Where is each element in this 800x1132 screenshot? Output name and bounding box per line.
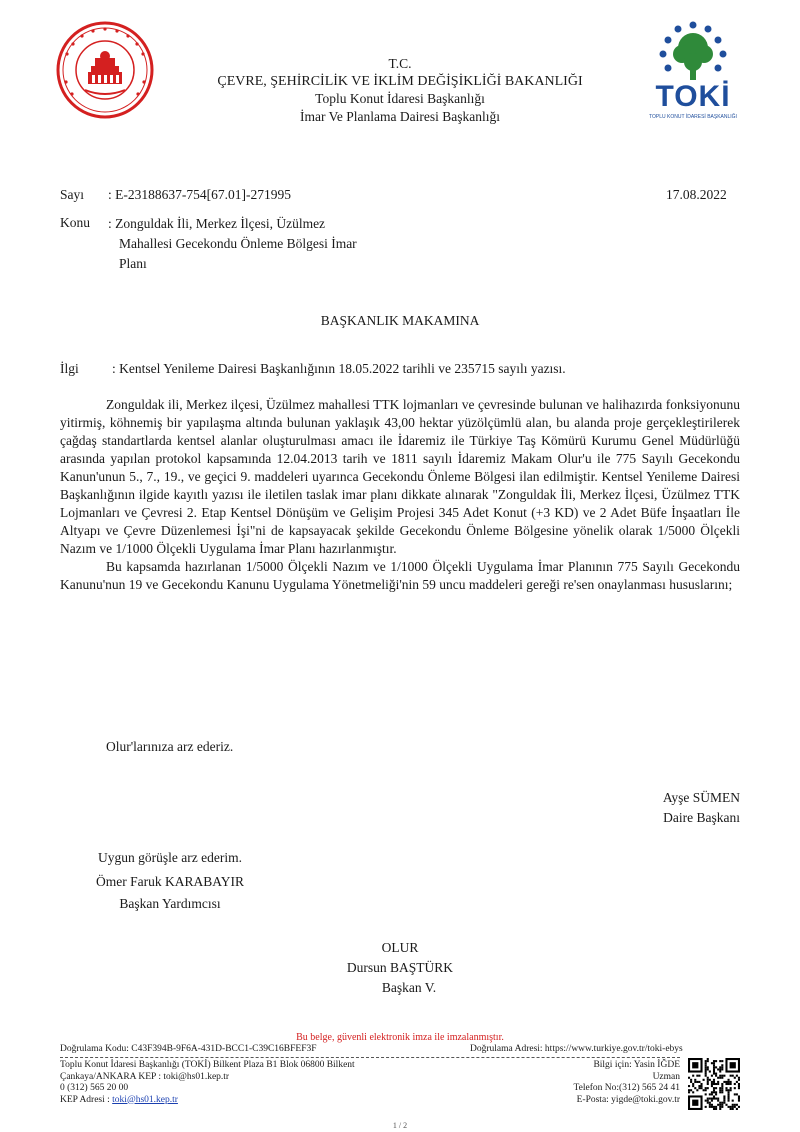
document-date: 17.08.2022 [666, 187, 727, 202]
address-line-2: Çankaya/ANKARA KEP : toki@hs01.kep.tr [60, 1071, 230, 1082]
signer-2-title: Başkan Yardımcısı [119, 896, 221, 911]
signer-1-name: Ayşe SÜMEN [662, 790, 740, 805]
ministry-seal-logo [55, 20, 155, 120]
signature-block-1 [663, 788, 740, 828]
toki-logo-text: TOKİ [655, 80, 731, 113]
ilgi-label: İlgi [60, 361, 79, 376]
footer-address [60, 1060, 355, 1106]
header-toki: Toplu Konut İdaresi Başkanlığı [315, 91, 485, 106]
header-ministry: ÇEVRE, ŞEHİRCİLİK VE İKLİM DEĞİŞİKLİĞİ BAKANLIĞI [217, 73, 583, 89]
body-paragraph-2: Bu kapsamda hazırlanan 1/5000 Ölçekli Nazım ve 1/1000 Ölçekli Uygulama İmar Planının 775 Sayılı Gecekondu Kanunu'nun 19 ve Gecekondu Kanunu Uygulama Yönetmeliği'nin 59 uncu maddeleri gereği re'sen onaylanması hususlarını; [60, 559, 740, 592]
body-paragraph-1: Zonguldak ili, Merkez ilçesi, Üzülmez mahallesi TTK lojmanları ve çevresinde bulunan ve halihazırda fonksiyonunu yitirmiş, köhnemiş bir yapılaşma altında bulunan yaklaşık 43,00 hektar yüzölçümlü alan, bu alanda proje gerçekleştirilerek çağdaş standartlarda kentsel alanlar oluşturulması amacı ile İdaremiz ile Türkiye Taş Kömürü Kurumu Genel Müdürlüğü arasında yapılan protokol kapsamında 12.04.2013 tarih ve 1811 sayılı İdaremiz Makam Olur'u ile 775 Sayılı Gecekondu Kanun'unun 5., 7., 19., ve geçici 9. maddeleri uyarınca Gecekondu Önleme Bölgesi ilan edilmiştir. Kentsel Yenileme Dairesi Başkanlığının ilgide kayıtlı yazısı ile iletilen taslak imar planı dikkate alınarak "Zonguldak İli, Merkez İlçesi, Üzülmez TTK Lojmanları ve Çevresi 2. Etap Kentsel Dönüşüm ve Gelişim Projesi 345 Adet Konut (+3 KD) ve 2 Adet Büfe İnşaatları İle Altyapı ve Çevre Düzenlemesi İşi"ni de kapsayacak şekilde Gecekondu Önleme Bölgesine yönelik olarak 1/5000 Ölçekli Nazım ve 1/1000 Ölçekli Uygulama İmar Planı hazırlanmıştır. [60, 397, 740, 556]
contact-title: Uzman [652, 1071, 680, 1082]
kep-line [60, 1095, 355, 1107]
qr-code-icon [688, 1058, 740, 1110]
signer-2-intro: Uygun görüşle arz ederim. [98, 850, 242, 865]
header-department: İmar Ve Planlama Dairesi Başkanlığı [300, 108, 500, 124]
contact-name: Bilgi için: Yasin İĞDE [593, 1060, 680, 1070]
toki-logo-subtext: TOPLU KONUT İDARESİ BAŞKANLIĞI [649, 114, 737, 120]
address-line-1: Toplu Konut İdaresi Başkanlığı (TOKİ) Bilkent Plaza B1 Blok 06800 Bilkent [60, 1060, 355, 1070]
letter-body [60, 396, 740, 594]
signature-block-2 [70, 848, 270, 914]
konu-line-2: Mahallesi Gecekondu Önleme Bölgesi İmar [119, 236, 357, 251]
footer-contact [480, 1060, 680, 1106]
esign-notice: Bu belge, güvenli elektronik imza ile imzalanmıştır. [296, 1032, 504, 1043]
konu-line-1: : Zonguldak İli, Merkez İlçesi, Üzülmez [108, 216, 326, 231]
closing-line: Olur'larınıza arz ederiz. [106, 739, 234, 754]
signer-3-name: Dursun BAŞTÜRK [346, 960, 454, 975]
konu-line-3: Planı [119, 256, 147, 271]
kep-link[interactable]: toki@hs01.kep.tr [112, 1094, 178, 1105]
contact-email: E-Posta: yigde@toki.gov.tr [576, 1094, 680, 1105]
verification-address: Doğrulama Adresi: https://www.turkiye.gov.tr/toki-ebys [470, 1044, 683, 1054]
konu-label: Konu [60, 215, 90, 230]
kep-label: KEP Adresi : [60, 1094, 113, 1105]
sayi-label: Sayı [60, 187, 85, 202]
ilgi-text: : Kentsel Yenileme Dairesi Başkanlığının 18.05.2022 tarihli ve 235715 sayılı yazısı. [112, 361, 566, 376]
header-tc: T.C. [388, 56, 412, 71]
footer-divider [60, 1057, 680, 1058]
verification-code: Doğrulama Kodu: C43F394B-9F6A-431D-BCC1-C39C16BFEF3F [60, 1044, 317, 1054]
signature-block-3 [300, 938, 500, 998]
addressee: BAŞKANLIK MAKAMINA [320, 313, 480, 328]
page-number: 1 / 2 [392, 1121, 408, 1130]
signer-1-title: Daire Başkanı [663, 810, 740, 825]
toki-logo [648, 18, 738, 128]
signer-3-title: Başkan V. [381, 980, 437, 995]
address-line-3: 0 (312) 565 20 00 [60, 1083, 129, 1093]
signer-2-name: Ömer Faruk KARABAYIR [96, 874, 244, 889]
approval-olur: OLUR [381, 940, 419, 955]
konu-value [108, 214, 357, 274]
letterhead [150, 55, 650, 125]
contact-phone: Telefon No:(312) 565 24 41 [573, 1083, 680, 1093]
sayi-value: : E-23188637-754[67.01]-271995 [108, 187, 291, 202]
